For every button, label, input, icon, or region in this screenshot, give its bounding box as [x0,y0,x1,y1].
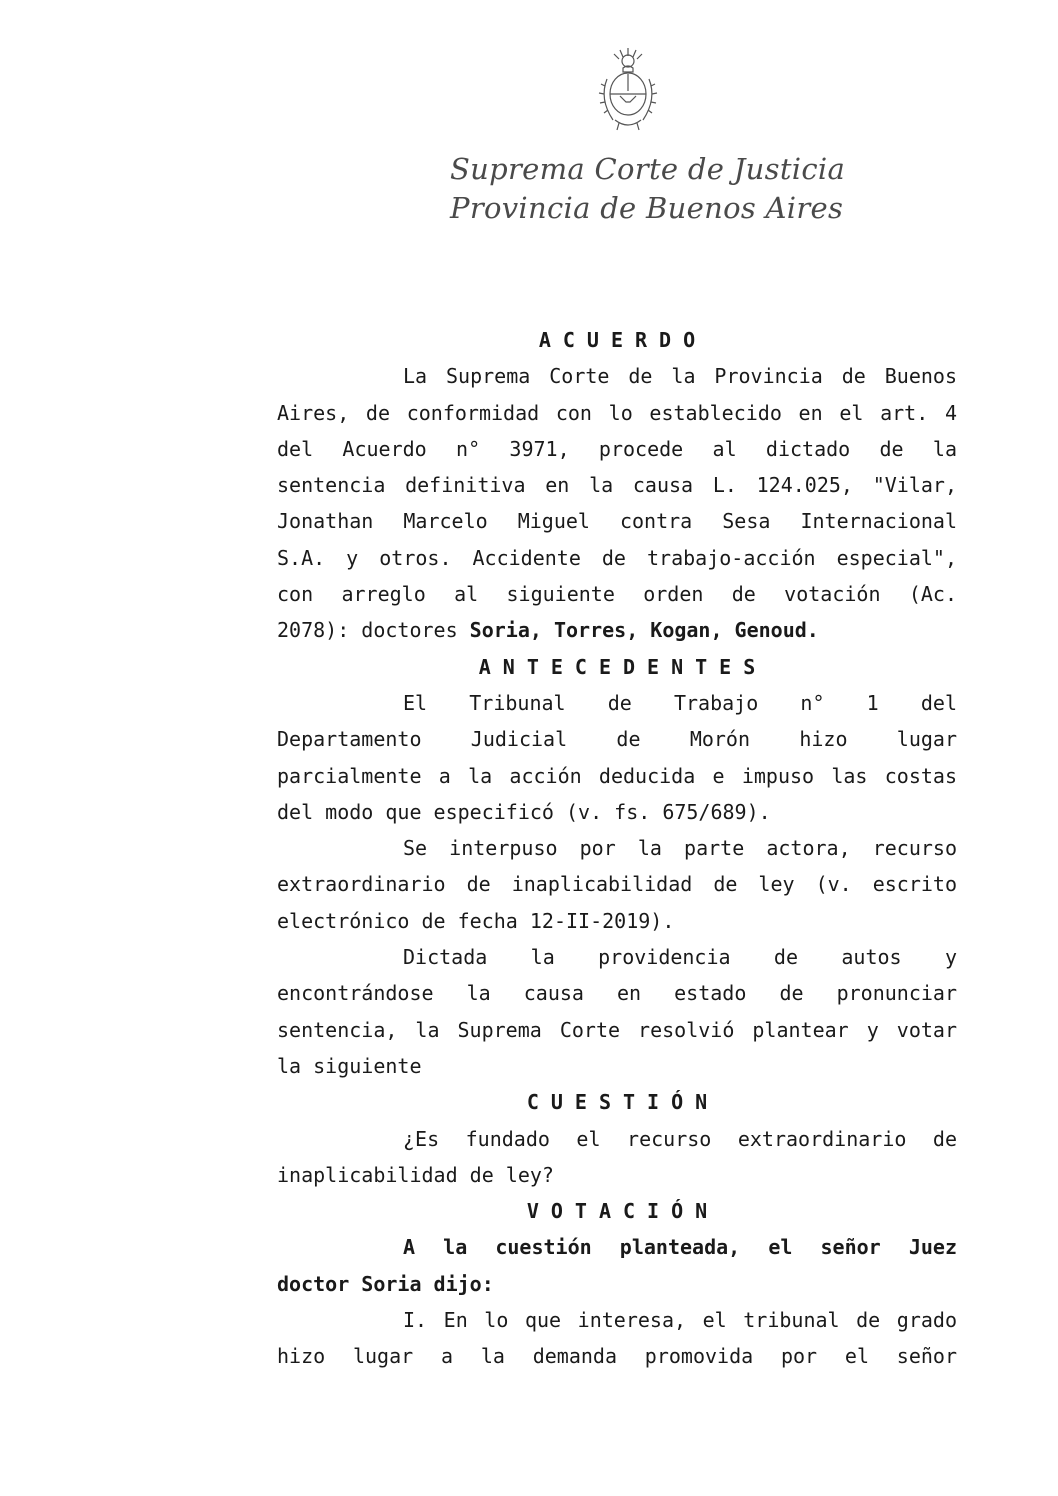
coat-of-arms-icon [593,44,663,134]
vote-intro-line: doctor Soria dijo: [277,1271,494,1296]
paragraph-line: I. En lo que interesa, el tribunal de grado [403,1308,957,1333]
heading-acuerdo: ACUERDO [538,328,708,352]
paragraph-line: sentencia, la Suprema Corte resolvió plantear y votar [277,1017,957,1042]
heading-cuestion: CUESTIÓN [526,1090,720,1115]
court-letterhead [450,150,870,228]
paragraph-line: Se interpuso por la parte actora, recurso [403,836,957,861]
vote-intro-line: A la cuestión planteada, el señor Juez [403,1235,957,1260]
paragraph-line: del Acuerdo n° 3971, procede al dictado de la [277,436,957,461]
paragraph-line: extraordinario de inaplicabilidad de ley (v. escrito [277,872,957,897]
paragraph-line: la siguiente [277,1053,422,1078]
court-name: Suprema Corte de Justicia [450,152,846,186]
paragraph-line: encontrándose la causa en estado de pronunciar [277,981,957,1006]
paragraph-line: Departamento Judicial de Morón hizo lugar [277,727,957,752]
paragraph-line: La Suprema Corte de la Provincia de Buenos [403,364,957,389]
paragraph-line: parcialmente a la acción deducida e impuso las costas [277,763,957,788]
heading-antecedentes: ANTECEDENTES [478,654,768,679]
paragraph-line: del modo que especificó (v. fs. 675/689). [277,799,771,824]
voting-judges: Soria, Torres, Kogan, Genoud. [469,618,819,643]
paragraph-line: inaplicabilidad de ley? [277,1162,554,1187]
ruling-body [277,322,957,1375]
paragraph-line: Dictada la providencia de autos y [403,945,957,970]
paragraph-line: sentencia definitiva en la causa L. 124.025, "Vilar, [277,473,957,498]
paragraph-line: hizo lugar a la demanda promovida por el señor [277,1344,957,1369]
paragraph-line: con arreglo al siguiente orden de votación (Ac. [277,582,957,607]
voting-order-prefix: 2078): doctores [277,618,470,643]
paragraph-line: S.A. y otros. Accidente de trabajo-acción especial", [277,545,957,570]
paragraph-line [277,612,957,648]
province-name: Provincia de Buenos Aires [450,191,844,225]
paragraph-line: ¿Es fundado el recurso extraordinario de [403,1126,957,1151]
heading-votacion: VOTACIÓN [526,1199,720,1224]
paragraph-line: El Tribunal de Trabajo n° 1 del [403,690,957,715]
paragraph-line: electrónico de fecha 12-II-2019). [277,908,675,933]
paragraph-line: Jonathan Marcelo Miguel contra Sesa Internacional [277,509,957,534]
paragraph-line: Aires, de conformidad con lo establecido en el art. 4 [277,400,957,425]
